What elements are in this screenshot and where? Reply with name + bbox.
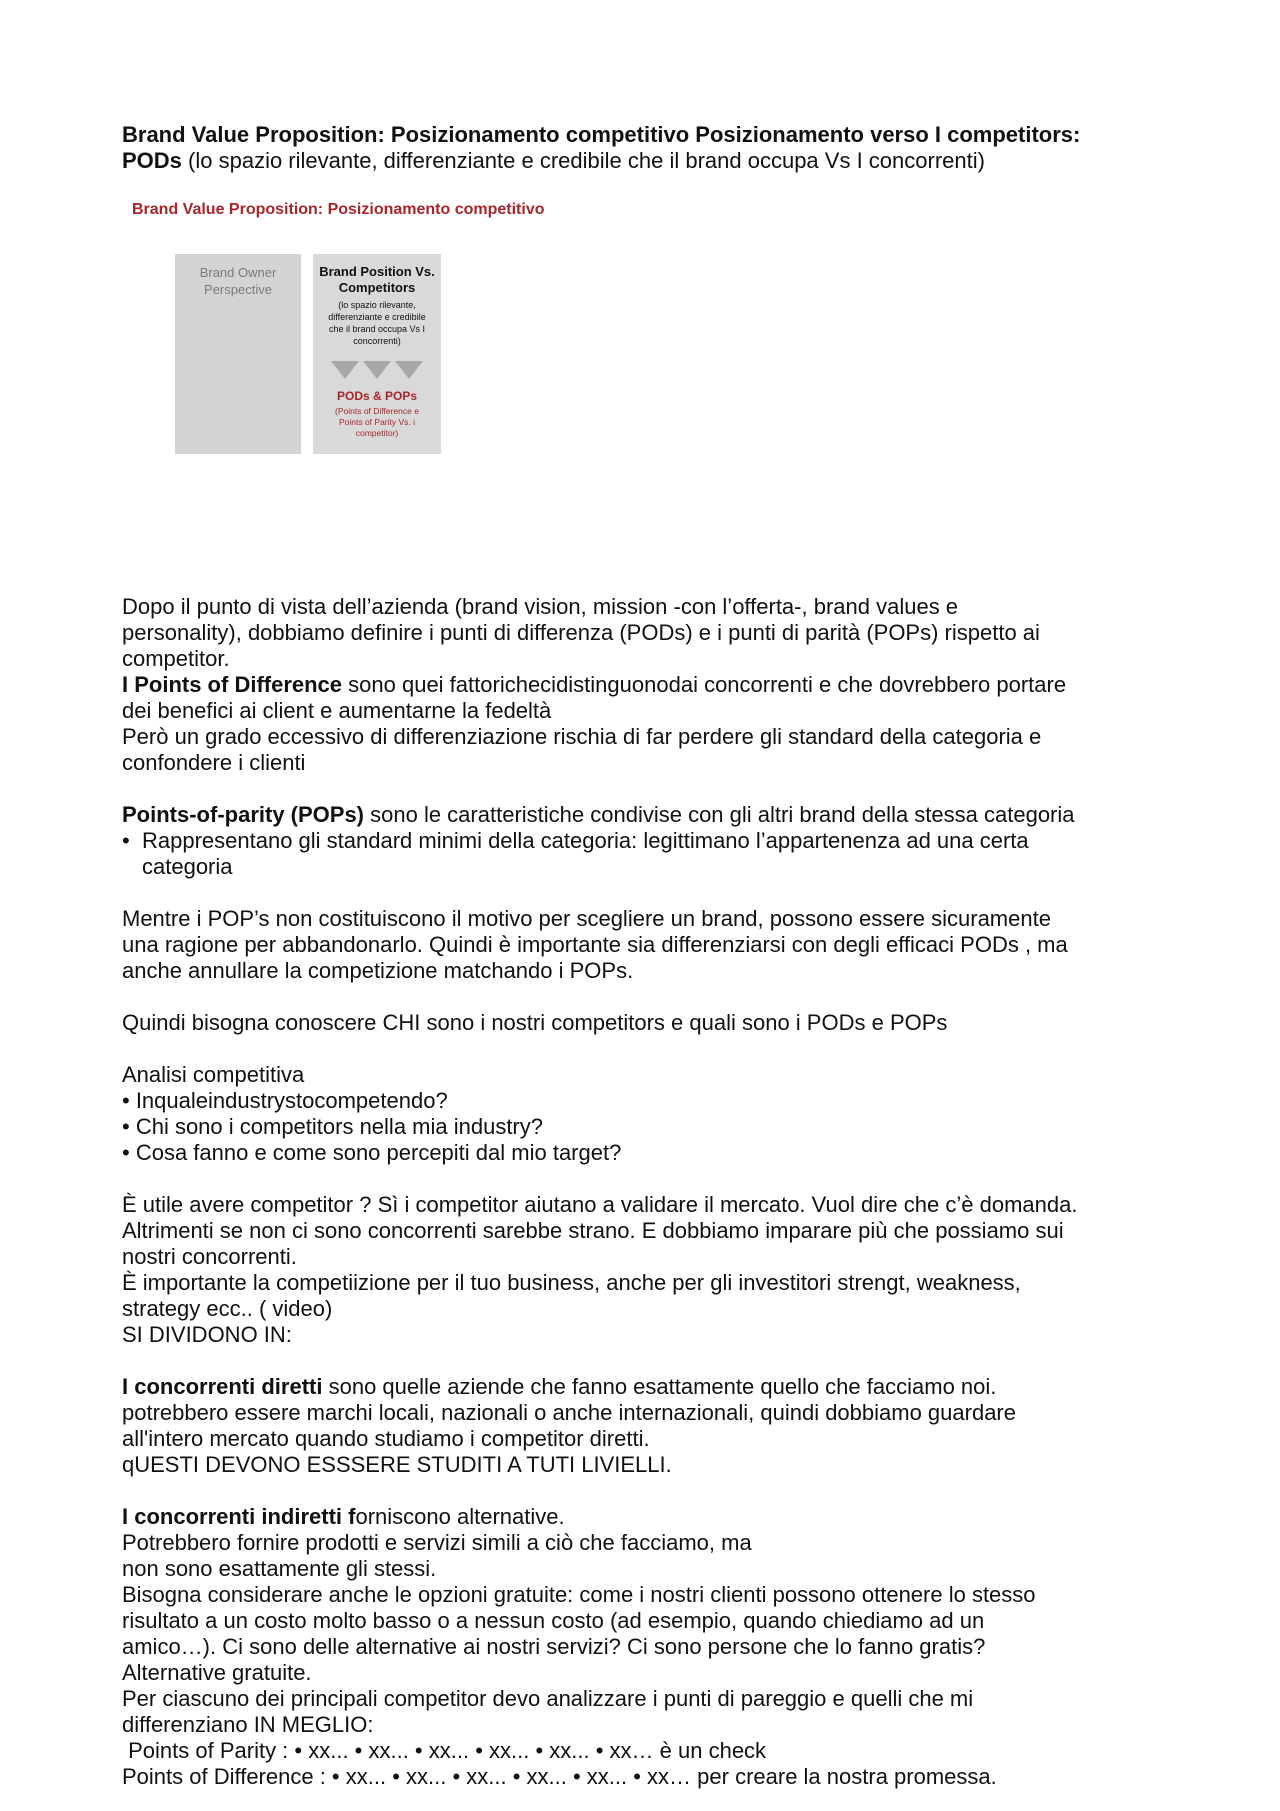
- mentre-line-1: Mentre i POP’s non costituiscono il motivo per scegliere un brand, possono essere sicuramente: [122, 906, 1051, 931]
- brand-position-sub-2: differenziante e credibile: [328, 312, 426, 322]
- bullet-dot: •: [122, 828, 130, 853]
- pop-bullet-text: [142, 828, 1029, 880]
- brand-position-sub: [313, 299, 441, 347]
- pod-line-3: Però un grado eccessivo di differenziazione rischia di far perdere gli standard della categoria e: [122, 724, 1042, 749]
- pop-line-1-rest: sono le caratteristiche condivise con gli altri brand della stessa categoria: [364, 802, 1075, 827]
- brand-position-sub-4: concorrenti): [353, 336, 401, 346]
- pods-pops-label: PODs & POPs: [336, 389, 418, 403]
- pop-bold: Points-of-parity (POPs): [122, 802, 365, 827]
- utile-line-5: strategy ecc.. ( video): [122, 1296, 333, 1321]
- pop-bullet: [122, 828, 1182, 880]
- brand-position-title-1: Brand Position Vs.: [319, 264, 435, 279]
- spacer: [122, 984, 1182, 1010]
- indiretti-line-6: amico…). Ci sono delle alternative ai nostri servizi? Ci sono persone che lo fanno gratis?: [122, 1634, 986, 1659]
- heading-line-1: [122, 122, 1182, 148]
- indiretti-line-3: non sono esattamente gli stessi.: [122, 1556, 437, 1581]
- diretti-line-2: potrebbero essere marchi locali, nazionali o anche internazionali, quindi dobbiamo guardare: [122, 1400, 1016, 1425]
- points-of-difference-line: Points of Difference : • xx... • xx... • xx... • xx... • xx... • xx… per creare la nostra promessa.: [122, 1764, 997, 1789]
- heading-rest: (lo spazio rilevante, differenziante e credibile che il brand occupa Vs I concorrenti): [181, 148, 985, 173]
- analisi-question-2: • Chi sono i competitors nella mia industry?: [122, 1114, 543, 1139]
- pod-line-1: [122, 672, 1182, 698]
- diretti-line-1: [122, 1374, 1182, 1400]
- brand-position-sub-1: (lo spazio rilevante,: [338, 300, 416, 310]
- diretti-bold: I concorrenti diretti: [122, 1374, 323, 1399]
- spacer: [122, 1348, 1182, 1374]
- indiretti-line-1: [122, 1504, 1182, 1530]
- pod-line-4: confondere i clienti: [122, 750, 306, 775]
- spacer: [122, 1478, 1182, 1504]
- document-content: [122, 122, 1182, 1790]
- intro-line-2: personality), dobbiamo definire i punti di differenza (PODs) e i punti di parità (POPs) rispetto ai: [122, 620, 1040, 645]
- pods-pops-note-2: Points of Parity Vs. i: [338, 417, 416, 427]
- brand-position-sub-3: che il brand occupa Vs I: [328, 324, 426, 334]
- brand-owner-box: [175, 254, 301, 454]
- indiretti-line-9: differenziano IN MEGLIO:: [122, 1712, 374, 1737]
- diretti-line-1-rest: sono quelle aziende che fanno esattamente quello che facciamo noi.: [322, 1374, 997, 1399]
- figure-title: Brand Value Proposition: Posizionamento competitivo: [132, 201, 545, 218]
- quindi-line: Quindi bisogna conoscere CHI sono i nostri competitors e quali sono i PODs e POPs: [122, 1010, 948, 1035]
- brand-owner-label-2: Perspective: [204, 282, 272, 297]
- pod-bold: I Points of Difference: [122, 672, 343, 697]
- brand-position-title-2: Competitors: [338, 280, 416, 295]
- pods-pops-note-1: (Points of Difference e: [335, 406, 419, 416]
- indiretti-line-1-rest: orniscono alternative.: [355, 1504, 565, 1529]
- pods-pops-note: [313, 406, 441, 439]
- arrow-down-icon: [331, 361, 359, 379]
- pods-pops-note-3: competitor): [355, 428, 399, 438]
- utile-line-2: Altrimenti se non ci sono concorrenti sarebbe strano. E dobbiamo imparare più che possiamo sui: [122, 1218, 1064, 1243]
- heading-pods: PODs: [122, 148, 182, 173]
- indiretti-line-2: Potrebbero fornire prodotti e servizi simili a ciò che facciamo, ma: [122, 1530, 752, 1555]
- spacer: [122, 880, 1182, 906]
- intro-line-3: competitor.: [122, 646, 230, 671]
- diretti-line-4: qUESTI DEVONO ESSSERE STUDITI A TUTI LIVIELLI.: [122, 1452, 672, 1477]
- analisi-title: Analisi competitiva: [122, 1062, 305, 1087]
- brand-owner-label-1: Brand Owner: [199, 265, 277, 280]
- mentre-line-2: una ragione per abbandonarlo. Quindi è importante sia differenziarsi con degli efficaci PODs , ma: [122, 932, 1068, 957]
- arrow-down-icon: [363, 361, 391, 379]
- utile-line-3: nostri concorrenti.: [122, 1244, 297, 1269]
- pod-line-2: dei benefici ai client e aumentarne la fedeltà: [122, 698, 552, 723]
- intro-line-1: Dopo il punto di vista dell’azienda (brand vision, mission -con l’offerta-, brand values e: [122, 594, 959, 619]
- pop-bullet-line-2: categoria: [142, 854, 233, 879]
- positioning-figure: [122, 194, 1182, 558]
- utile-line-6: SI DIVIDONO IN:: [122, 1322, 292, 1347]
- arrow-down-icon: [395, 361, 423, 379]
- brand-position-box: [313, 254, 441, 454]
- indiretti-line-5: risultato a un costo molto basso o a nessun costo (ad esempio, quando chiediamo ad un: [122, 1608, 985, 1633]
- analisi-question-3: • Cosa fanno e come sono percepiti dal mio target?: [122, 1140, 622, 1165]
- spacer: [122, 1036, 1182, 1062]
- pod-line-1-rest: sono quei fattorichecidistinguonodai concorrenti e che dovrebbero portare: [342, 672, 1067, 697]
- points-of-parity-line: Points of Parity : • xx... • xx... • xx... • xx... • xx... • xx… è un check: [122, 1738, 767, 1763]
- utile-line-1: È utile avere competitor ? Sì i competitor aiutano a validare il mercato. Vuol dire che c’è domanda.: [122, 1192, 1078, 1217]
- utile-line-4: È importante la competiizione per il tuo business, anche per gli investitori strengt, weakness,: [122, 1270, 1021, 1295]
- pop-line-1: [122, 802, 1182, 828]
- indiretti-line-8: Per ciascuno dei principali competitor devo analizzare i punti di pareggio e quelli che mi: [122, 1686, 974, 1711]
- spacer: [122, 1166, 1182, 1192]
- heading-bold: Brand Value Proposition: Posizionamento competitivo Posizionamento verso I competitors:: [122, 122, 1081, 147]
- pop-bullet-line-1: Rappresentano gli standard minimi della categoria: legittimano l’appartenenza ad una certa: [142, 828, 1029, 853]
- indiretti-bold: I concorrenti indiretti f: [122, 1504, 356, 1529]
- diretti-line-3: all'intero mercato quando studiamo i competitor diretti.: [122, 1426, 650, 1451]
- heading-line-2: [122, 148, 1182, 174]
- indiretti-line-7: Alternative gratuite.: [122, 1660, 312, 1685]
- spacer: [122, 776, 1182, 802]
- indiretti-line-4: Bisogna considerare anche le opzioni gratuite: come i nostri clienti possono ottenere lo stesso: [122, 1582, 1036, 1607]
- analisi-question-1: • Inqualeindustrystocompetendo?: [122, 1088, 448, 1113]
- mentre-line-3: anche annullare la competizione matchando i POPs.: [122, 958, 634, 983]
- arrows-row: [313, 361, 441, 379]
